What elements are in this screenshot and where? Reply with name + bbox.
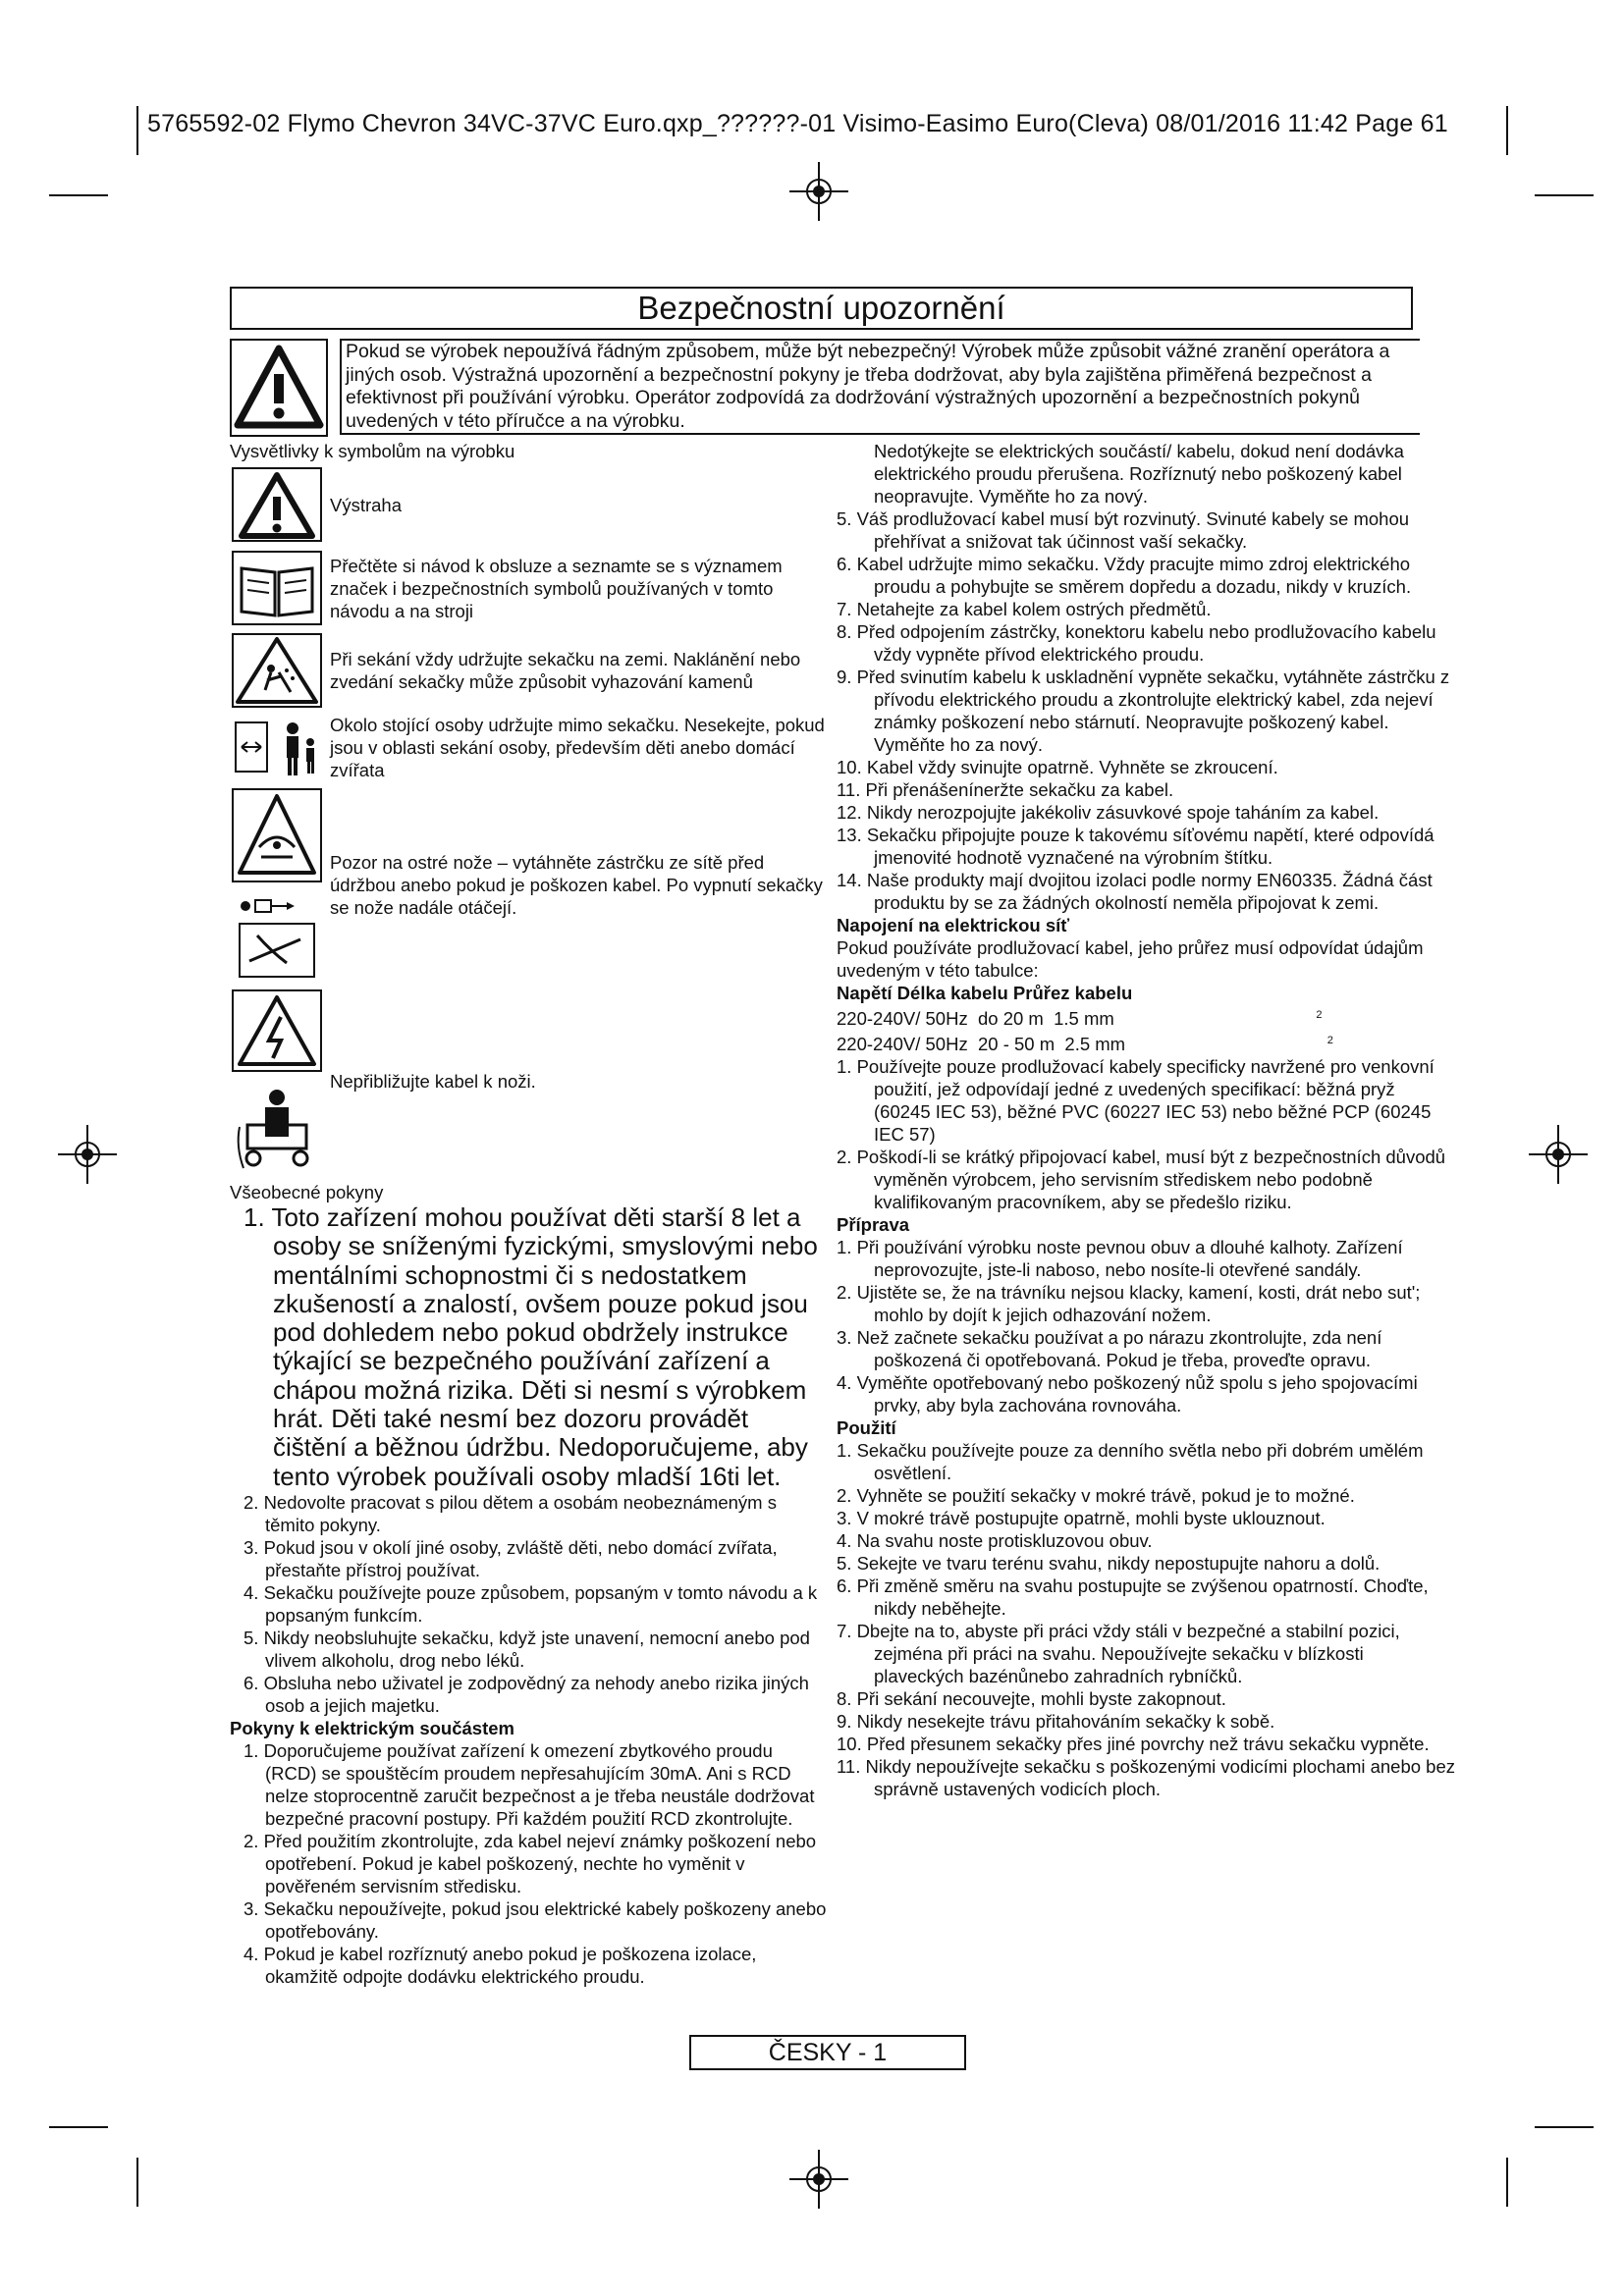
preparation-item: 2. Ujistěte se, že na trávníku nejsou klacky, kamení, kosti, drát nebo sut'; mohlo by dojít k jejich odhazování nožem. — [837, 1282, 1421, 1326]
electrical-item: 3. Sekačku nepoužívejte, pokud jsou elektrické kabely poškozeny anebo opotřebovány. — [244, 1897, 827, 1942]
symbol-description: Při sekání vždy udržujte sekačku na zemi. Naklánění nebo zvedání sekačky může způsobit vyhazování kamenů — [330, 649, 801, 692]
symbol-description: Výstraha — [330, 494, 403, 515]
preparation-heading: Příprava — [837, 1214, 910, 1236]
electrical-item: 8. Před odpojením zástrčky, konektoru kabelu nebo prodlužovacího kabelu vždy vypněte přívod elektrického proudu. — [837, 621, 1436, 665]
keep-bystanders-away-icon — [232, 715, 322, 779]
usage-item: 9. Nikdy nesekejte trávu přitahováním sekačky k sobě. — [837, 1711, 1275, 1733]
symbol-row — [230, 549, 829, 627]
usage-item: 6. Při změně směru na svahu postupujte se zvýšenou opatrností. Choďte, nikdy neběhejte. — [837, 1575, 1429, 1620]
mains-table-header: Napětí Délka kabelu Průřez kabelu — [837, 983, 1133, 1003]
electrical-item: 10. Kabel vždy svinujte opatrně. Vyhněte se zkroucení. — [837, 757, 1278, 777]
sharp-blades-icon — [232, 788, 322, 981]
mains-text: Pokud používáte prodlužovací kabel, jeho průřez musí odpovídat údajům uvedeným v této tabulce: — [837, 937, 1424, 981]
general-item: 1. Toto zařízení mohou používat děti starší 8 let a osoby se sníženými fyzickými, smyslovými nebo mentálními schopnostmi či s nedostatkem zkušeností a znalostí, ovšem pouze pokud jsou pod dohledem nebo pokud obdržely instrukce týkající se bezpečného používání zařízení a chápou možná rizika. Děti si nesmí s výrobkem hrát. Děti také nesmí bez dozoru provádět čištění a běžnou údržbu. Nedoporučujeme, aby tento výrobek používali osoby mladší 16ti let. — [244, 1202, 818, 1491]
mains-heading: Napojení na elektrickou síť — [837, 915, 1070, 935]
page-title: Bezpečnostní upozornění — [230, 287, 1413, 330]
left-column — [230, 440, 829, 1988]
symbol-row — [230, 464, 829, 545]
registration-mark-icon — [789, 2150, 848, 2209]
mains-table-row: 220-240V/ 50Hz do 20 m 1.5 mm $^2$ — [837, 1008, 1323, 1030]
electrical-item: 1. Doporučujeme používat zařízení k omezení zbytkového proudu (RCD) se spouštěcím proudem nepřesahujícím 30mA. Ani s RCD nelze stoprocentně zaručit bezpečnost a je třeba neustále dodržovat bezpečné pracovní postupy. Při každém použití RCD zkontrolujte. — [244, 1739, 815, 1829]
mains-table-row: 220-240V/ 50Hz 20 - 50 m 2.5 mm $^2$ — [837, 1034, 1333, 1055]
symbol-row — [230, 714, 829, 780]
electrical-item: 6. Kabel udržujte mimo sekačku. Vždy pracujte mimo zdroj elektrického proudu a pohybujte se směrem dopředu a dozadu, nikdy v kruzích. — [837, 554, 1412, 597]
symbol-row — [230, 631, 829, 710]
electrical-item: 13. Sekačku připojujte pouze k takovému síťovému napětí, které odpovídá jmenovité hodnotě vyznačené na výrobním štítku. — [837, 825, 1435, 868]
electrical-heading: Pokyny k elektrickým součástem — [230, 1717, 514, 1738]
symbol-description: Nepřibližujte kabel k noži. — [330, 1070, 536, 1092]
preparation-item: 3. Než začnete sekačku používat a po nárazu zkontrolujte, zda není poškozená či opotřebovaná. Pokud je třeba, proveďte opravu. — [837, 1327, 1382, 1371]
warning-triangle-icon — [230, 339, 328, 437]
intro-warning-text: Pokud se výrobek nepoužívá řádným způsobem, může být nebezpečný! Výrobek může způsobit vážné zranění operátora a jiných osob. Výstražná upozornění a bezpečnostní pokyny je třeba dodržovat, aby byla zajištěna přiměřená bezpečnost a efektivnost při používání výrobku. Operátor zodpovídá za dodržování výstražných upozornění a bezpečnostních pokynů uvedených v této příručce a na výrobku. — [340, 339, 1420, 435]
registration-mark-icon — [1529, 1125, 1588, 1184]
electrical-item: 7. Netahejte za kabel kolem ostrých předmětů. — [837, 599, 1212, 619]
crop-mark — [1506, 2158, 1508, 2207]
usage-item: 10. Před přesunem sekačky přes jiné povrchy než trávu sekačku vypněte. — [837, 1734, 1430, 1755]
crop-mark — [49, 2126, 108, 2128]
thrown-objects-icon — [232, 633, 322, 708]
usage-item: 5. Sekejte ve tvaru terénu svahu, nikdy nepostupujte nahoru a dolů. — [837, 1553, 1380, 1575]
general-heading: Všeobecné pokyny — [230, 1182, 384, 1202]
warning-triangle-icon — [232, 467, 322, 542]
preparation-item: 4. Vyměňte opotřebovaný nebo poškozený nůž spolu s jeho spojovacími prvky, aby byla zachována rovnováha. — [837, 1372, 1418, 1416]
usage-item: 3. V mokré trávě postupujte opatrně, mohli byste uklouznout. — [837, 1508, 1326, 1529]
crop-mark — [1535, 194, 1594, 196]
electric-cable-icon — [232, 989, 322, 1172]
electrical-continued: Nedotýkejte se elektrických součástí/ kabelu, dokud není dodávka elektrického proudu přerušena. Rozříznutý nebo poškozený kabel neopravujte. Vyměňte ho za nový. — [874, 441, 1404, 507]
read-manual-icon — [232, 551, 322, 625]
print-slug: 5765592-02 Flymo Chevron 34VC-37VC Euro.qxp_??????-01 Visimo-Easimo Euro(Cleva) 08/01/2016 11:42 Page 61 — [147, 110, 1448, 137]
general-item: 3. Pokud jsou v okolí jiné osoby, zvláště děti, nebo domácí zvířata, přestaňte přístroj používat. — [244, 1536, 778, 1580]
usage-item: 1. Sekačku používejte pouze za denního světla nebo při dobrém umělém osvětlení. — [837, 1440, 1424, 1484]
page-footer: ČESKY - 1 — [689, 2035, 966, 2070]
electrical-item: 11. Při přenášeníneržte sekačku za kabel. — [837, 779, 1174, 800]
symbol-row — [230, 987, 829, 1175]
electrical-item: 5. Váš prodlužovací kabel musí být rozvinutý. Svinuté kabely se mohou přehřívat a snižovat tak účinnost vaší sekačky. — [837, 508, 1410, 552]
electrical-item: 4. Pokud je kabel rozříznutý anebo pokud je poškozena izolace, okamžitě odpojte dodávku elektrického proudu. — [244, 1943, 757, 1987]
general-item: 5. Nikdy neobsluhujte sekačku, když jste unavení, nemocní anebo pod vlivem alkoholu, drog nebo léků. — [244, 1627, 810, 1671]
registration-mark-icon — [789, 162, 848, 221]
electrical-item: 14. Naše produkty mají dvojitou izolaci podle normy EN60335. Žádná část produktu by se za žádných okolností neměla připojovat k zemi. — [837, 870, 1433, 913]
usage-item: 4. Na svahu noste protiskluzovou obuv. — [837, 1530, 1153, 1552]
general-item: 6. Obsluha nebo uživatel je zodpovědný za nehody anebo rizika jiných osob a jejich majetku. — [244, 1672, 809, 1716]
right-column — [837, 440, 1455, 1800]
symbol-description: Okolo stojící osoby udržujte mimo sekačku. Nesekejte, pokud jsou v oblasti sekání osoby, především děti anebo domácí zvířata — [330, 714, 825, 780]
symbol-row — [230, 786, 829, 983]
electrical-item: 2. Před použitím zkontrolujte, zda kabel nejeví známky poškození nebo opotřebení. Pokud je kabel poškozený, nechte ho vyměnit v pověřeném servisním středisku. — [244, 1830, 817, 1896]
mains-item: 2. Poškodí-li se krátký připojovací kabel, musí být z bezpečnostních důvodů vyměněn výrobcem, jeho servisním střediskem nebo podobně kvalifikovaným pracovníkem, aby se předešlo riziku. — [837, 1147, 1446, 1213]
symbol-description: Přečtěte si návod k obsluze a seznamte se s významem značek i bezpečnostních symbolů používaných v tomto návodu a na stroji — [330, 555, 783, 621]
crop-mark — [1506, 106, 1508, 155]
mains-item: 1. Používejte pouze prodlužovací kabely specificky navržené pro venkovní použití, jež odpovídají jedné z uvedených specifikací: běžná pryž (60245 IEC 53), běžné PVC (60227 IEC 53) nebo běžné PCP (60245 IEC 57) — [837, 1056, 1435, 1146]
registration-mark-icon — [58, 1125, 117, 1184]
general-item: 2. Nedovolte pracovat s pilou dětem a osobám neobeznámeným s těmito pokyny. — [244, 1491, 777, 1535]
usage-heading: Použití — [837, 1417, 896, 1439]
electrical-item: 9. Před svinutím kabelu k uskladnění vypněte sekačku, vytáhněte zástrčku z přívodu elektrického proudu a zkontrolujte elektrický kabel, zda nejeví známky poškození nebo stárnutí. Neopravujte poškozený kabel. Vyměňte ho za nový. — [837, 667, 1450, 755]
electrical-item: 12. Nikdy nerozpojujte jakékoliv zásuvkové spoje taháním za kabel. — [837, 802, 1380, 823]
crop-mark — [1535, 2126, 1594, 2128]
general-item: 4. Sekačku používejte pouze způsobem, popsaným v tomto návodu a k popsaným funkcím. — [244, 1581, 818, 1626]
usage-item: 11. Nikdy nepoužívejte sekačku s poškozenými vodicími plochami anebo bez správně ustavených vodicích ploch. — [837, 1756, 1456, 1800]
usage-item: 7. Dbejte na to, abyste při práci vždy stáli v bezpečné a stabilní pozici, zejména při práci na svahu. Nepoužívejte sekačku v blízkosti plaveckých bazénůnebo zahradních rybníčků. — [837, 1621, 1400, 1687]
usage-item: 2. Vyhněte se použití sekačky v mokré trávě, pokud je to možné. — [837, 1485, 1355, 1507]
crop-mark — [136, 106, 138, 155]
usage-item: 8. Při sekání necouvejte, mohli byste zakopnout. — [837, 1688, 1226, 1710]
crop-mark — [136, 2158, 138, 2207]
preparation-item: 1. Při používání výrobku noste pevnou obuv a dlouhé kalhoty. Zařízení neprovozujte, jste-li naboso, nebo nosíte-li otevřené sandály. — [837, 1237, 1403, 1281]
symbols-heading: Vysvětlivky k symbolům na výrobku — [230, 441, 515, 461]
symbol-description: Pozor na ostré nože – vytáhněte zástrčku ze sítě před údržbou anebo pokud je poškozen kabel. Po vypnutí sekačky se nože nadále otáčejí. — [330, 851, 823, 918]
crop-mark — [49, 194, 108, 196]
